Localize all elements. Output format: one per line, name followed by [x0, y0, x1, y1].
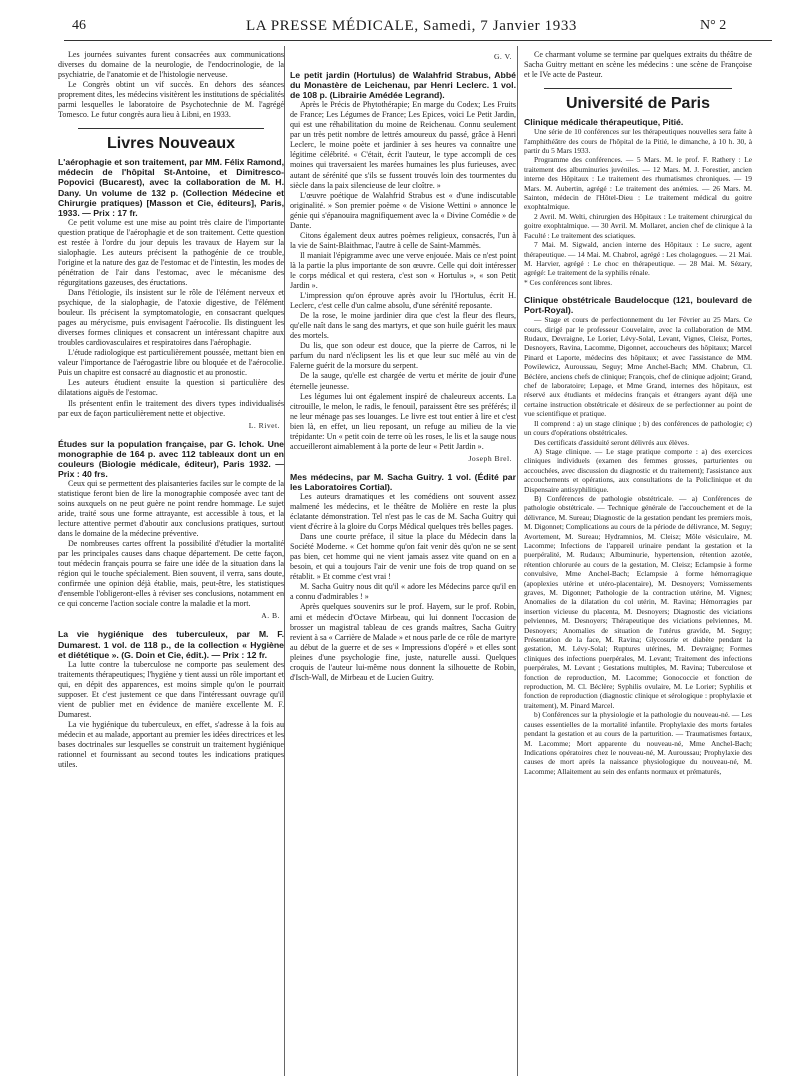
review-signature: G. V. — [493, 52, 512, 61]
paragraph: Ils présentent enfin le traitement des divers types individualisés par eux de façon particulièrement nette et objective. — [58, 398, 284, 418]
paragraph: A) Stage clinique. — Le stage pratique comporte : a) des exercices cliniques individuels (examen des femmes grosses, parturientes ou accouchées, avec discussion du diagnostic et du traitement); l'assistance aux accouchements et opérations, aux consultations de la Policlinique et du Dispensaire antisyphilitique. — [524, 446, 752, 494]
section-title-livres: Livres Nouveaux — [106, 135, 236, 153]
review-signature: Joseph Brel. — [468, 453, 512, 463]
paragraph: L'œuvre poétique de Walahfrid Strabus est « d'une indiscutable originalité. » Son premier poème « de Visione Wettini » annonce le génie qui s'épanouira magnifiquement avec la « Divine Comédie » de Dante. — [290, 190, 516, 230]
paragraph: Dans l'étiologie, ils insistent sur le rôle de l'élément nerveux et psychique, de la sialophagie, de l'atoxie digestive, de l'élément bouleur. Ils précisent la symptomatologie, en consacrant quelques pages au mérycisme, puis envisagent l'aérocolie. Ils distinguent les diverses formes cliniques et consacrent un intéressant chapitre aux troubles cardiovasculaires et respiratoires dans l'aérophagie. — [58, 287, 284, 348]
review-title: L'aérophagie et son traitement, par MM. Félix Ramond, médecin de l'hôpital St-Antoine, et Dimitresco-Popovici (Bucarest), avec la collaboration de M. H. Dany. Un volume de 132 p. (Collection Médecine et Chirurgie pratiques) [Masson et Cie, éditeurs], Paris, 1933. — Prix : 17 fr. — [58, 157, 284, 218]
column-middle — [290, 50, 516, 683]
page-header — [0, 18, 800, 40]
column-right — [524, 50, 752, 776]
review-signature: A. B. — [261, 611, 280, 621]
header-rule — [64, 40, 772, 41]
paragraph: 2 Avril. M. Welti, chirurgien des Hôpitaux : Le traitement chirurgical du goitre exophtalmique. — 30 Avril. M. Mollaret, ancien chef de clinique à la Faculté : Le traitement des sciatiques. — [524, 211, 752, 240]
paragraph: Une série de 10 conférences sur les thérapeutiques nouvelles sera faite à l'amphithéâtre des cours de l'hôpital de la Pitié, le dimanche, à 10 h. 30, à partir du 5 Mars 1933. — [524, 127, 752, 156]
paragraph: Programme des conférences. — 5 Mars. M. le prof. F. Rathery : Le traitement des albuminuries juvéniles. — 12 Mars. M. J. Forestier, ancien interne des Hôpitaux : Le traitement des rhumatismes chroniques. — 19 Mars. M. Aubertin, agrégé : Le traitement des anémies. — 26 Mars. M. Sainton, médecin de l'Hôtel-Dieu : Le traitement médical du goitre exophtalmique. — [524, 155, 752, 212]
paragraph: Ce petit volume est une mise au point très claire de l'importante question pratique de l'aérophagie et de son traitement. Cette question est restée à l'ordre du jour depuis les travaux de Hayem sur la sialophagie. Les auteurs précisent la pathogénie de ce trouble, l'origine et la nature des gaz de l'estomac et de l'intestin, les modes de pénétration de l'air dans l'estomac, avec le mécanisme des régurgitations gazeuses, des éructations. — [58, 217, 284, 287]
review-title: Mes médecins, par M. Sacha Guitry. 1 vol. (Édité par les Laboratoires Cortial). — [290, 471, 516, 492]
paragraph: — Stage et cours de perfectionnement du 1er Février au 25 Mars. Ce cours, dirigé par le professeur Couvelaire, avec la collaboration de MM. Rudaux, Devraigne, Le Lorier, Lévy-Solal, Levant, Vignes, Cleisz, Portes, Desnoyers, Ravina, Lacomme, Digonnet, accoucheurs des hôpitaux; Marcel Pinard et Laporte, médecins des hôpitaux; et avec l'assistance de MM. Powilewicz, Auroussau, Seguy; Mme Anchel-Bach; MM. Chabrun, Cl. Béclère, anciens chefs de clinique; François, chef de clinique adjoint; Grand, chef de laboratoire; Lepage, et Mme Grand, internes des hôpitaux, est réservé aux étudiants et médecins français et étrangers ayant déjà une certaine instruction obstétricale et désireux de se perfectionner au point de vue scientifique et pratique. — [524, 315, 752, 419]
column-divider — [517, 46, 518, 1076]
paragraph: Les auteurs étudient ensuite la question si particulière des dilatations aiguës de l'estomac. — [58, 378, 284, 398]
review-title: Études sur la population française, par G. Ichok. Une monographie de 164 p. avec 112 tableaux dont un en couleurs (Biologie médicale, éditeur), Paris 1932. — Prix : 40 frs. — [58, 438, 284, 479]
paragraph: Il maniait l'épigramme avec une verve enjouée. Mais ce n'est point là la partie la plus importante de son œuvre. Celle qui doit intéresser le corps médical et qui restera, c'est son « Hortulus », « son Petit Jardin ». — [290, 250, 516, 291]
paragraph: Ce charmant volume se termine par quelques extraits du théâtre de Sacha Guitry mettant en scène les médecins : une scène de Françoise et le IVe acte de Pasteur. — [524, 50, 752, 80]
column-divider — [284, 46, 285, 1076]
paragraph: Les légumes lui ont également inspiré de chaleureux accents. La citrouille, le melon, le radis, le fenouil, paraissent être ses préférés; il ne leur ménage pas ses louanges. Le livre est tout entier à lire et c'est bien là, en effet, un lieu reposant, un refuge au milieu de la vie trépidante: Un « petit coin de terre où les roses, le lis et la sauge nous accueilleront aimablement à la porte de leur « Petit Jardin ». — [290, 391, 516, 451]
paragraph: La lutte contre la tuberculose ne comporte pas seulement des traitements thérapeutiques; l'hygiène y tient aussi un rôle important et qui, en dépit des apparences, est moins simple qu'on le pourrait supposer. Et c'est justement ce que dans l'intéressant ouvrage qu'il vient de publier met en évidence de manière excellente M. F. Dumarest. — [58, 659, 284, 719]
running-title: LA PRESSE MÉDICALE, Samedi, 7 Janvier 1933 — [246, 18, 578, 34]
review-signature: L. Rivet. — [248, 420, 280, 430]
review-title: Le petit jardin (Hortulus) de Walahfrid Strabus, Abbé du Monastère de Leichenau, par Henri Leclerc. 1 vol. de 108 p. (Librairie Amédée Legrand). — [290, 70, 516, 101]
paragraph: La vie hygiénique du tuberculeux, en effet, s'adresse à la fois au médecin et au malade, apportant au premier les idées directrices et les bases doctrinales sur lesquelles se construit un traitement hygiénique rationnel et fournissant au second toutes les indications pratiques utiles. — [58, 719, 284, 770]
paragraph: Le Congrès obtint un vif succès. En dehors des séances proprement dites, les médecins visitèrent les institutions de spécialités parmi lesquelles le laboratoire de Psychotechnie de M. l'agrégé Tomesco. Le futur congrès aura lieu à Libni, en 1933. — [58, 80, 284, 120]
paragraph: Des certificats d'assiduité seront délivrés aux élèves. — [534, 437, 690, 447]
paragraph: b) Conférences sur la physiologie et la pathologie du nouveau-né. — Les causes essentielles de la mortalité infantile. Prophylaxie des morts fœtales pendant la gestation et au cours de la parturition. — Traumatismes fœtaux, M. Lacomme; Mort apparente du nouveau-né, Mme Anchel-Bach; Indications opératoires chez le nouveau-né, M. Auroussau; Prophylaxie des causes de mort après la naissance physiologique du nouveau-né, M. Lacomme; Allaitement au sein des enfants normaux et prématurés, — [524, 710, 752, 776]
clinic-title: Clinique médicale thérapeutique, Pitié. — [524, 117, 684, 128]
paragraph: L'étude radiologique est particulièrement poussée, mettant bien en valeur l'importance de l'aérogastrie libre ou bloquée et de l'aérocolie. Puis un chapitre est consacré au diagnostic et au pronostic. — [58, 348, 284, 378]
paragraph: Après le Précis de Phytothérapie; En marge du Codex; Les Fruits de France; Les Légumes de France; Les Epices, voici Le Petit Jardin, qui est une réhabilitation du moine de Reichenau. Connu seulement par un très petit nombre de lettrés amoureux du passé, grâce à Henri Leclerc, le moine poète et jardinier à ses heures va connaître une légitime célébrité. « C'était, écrit l'auteur, le type accompli de ces moines qui traversaient les marées humaines les plus furieuses, avec autant de sérénité que s'ils se fussent trouvés loin des tourmentes du siècle dans la paix silencieuse de leur cloître. » — [290, 100, 516, 190]
clinic-title: Clinique obstétricale Baudelocque (121, boulevard de Port-Royal). — [524, 295, 752, 316]
section-rule — [78, 128, 264, 129]
paragraph: Dans une courte préface, il situe la place du Médecin dans la Société Moderne. « Cet homme qu'on fait venir dès qu'on ne se sent pas bien, cet homme qui ne vient jamais assez vite quand on en a besoin, et qui a toujours l'air de venir une fois de trop quand on se rétablit. » Et comme c'est vrai ! — [290, 532, 516, 582]
paragraph: Il comprend : a) un stage clinique ; b) des conférences de pathologie; c) un cours d'opérations obstétricales. — [524, 418, 752, 438]
paragraph: Après quelques souvenirs sur le prof. Hayem, sur le prof. Robin, ami et médecin d'Octave Mirbeau, qui lui donnent l'occasion de brosser un magistral tableau de ces grands maîtres, Sacha Guitry revient à sa « Carrière de Malade » et nous parle de ce rôle de martyre au début de la guerre et de ses « Impressions d'opéré » et elles sont pleines d'une psychologie fine, juste, naturelle aussi. Quelques croquis de l'auteur lui-même nous donnent la silhouette de Robin, d'Isch-Wall, de Mirbeau et de Lucien Guitry. — [290, 602, 516, 682]
paragraph: Ceux qui se permettent des plaisanteries faciles sur le compte de la statistique feront bien de lire la monographie composée avec tant de soins auxquels on ne peut guère ne point rendre hommage. Le sujet aride, traité sous une forme attrayante, est accessible à tous, et la lecture attentive permet d'aboutir aux conclusions pratiques, surtout dans le domaine de la médecine préventive. — [58, 478, 284, 539]
paragraph: De la sauge, qu'elle est chargée de vertu et mérite de jouir d'une éternelle jeunesse. — [290, 371, 516, 391]
paragraph: Les auteurs dramatiques et les comédiens ont souvent assez malmené les médecins, et le théâtre de Molière en reste la plus éclatante démonstration. Tel n'est pas le cas de M. Sacha Guitry qui vient d'écrire à la gloire du Corps Médical quelques très belles pages. — [290, 491, 516, 532]
section-title-universite: Université de Paris — [565, 95, 711, 113]
issue-number: N° 2 — [700, 18, 727, 33]
page-number: 46 — [72, 18, 86, 33]
paragraph: Citons également deux autres poèmes religieux, consacrés, l'un à la vie de Saint-Blaithmac, l'autre à celle de Saint-Mammès. — [290, 230, 516, 250]
paragraph: L'impression qu'on éprouve après avoir lu l'Hortulus, écrit H. Leclerc, c'est celle d'un calme absolu, d'une sérénité reposante. — [290, 291, 516, 311]
section-rule — [544, 88, 732, 89]
paragraph: De nombreuses cartes offrent la possibilité d'étudier la mortalité par les principales causes dans chaque département. De cette façon, tout médecin français pourra se faire une idée de la situation dans la région qui le touche spécialement. Bien souvent, il verra, sans doute, confirmée une opinion déjà établie, mais, peut-être, les statistiques d'ensemble l'obligeront-elles à réviser ses conclusions, notamment en ce qui concerne l'action sociale contre la maladie et la mort. — [58, 539, 284, 609]
paragraph: B) Conférences de pathologie obstétricale. — a) Conférences de pathologie obstétricale. — Technique générale de l'accouchement et de la délivrance, M. Sureau; Diagnostic de la gestation pendant les premiers mois, M. Digonnet; Complications au cours de la période de délivrance, M. Seguy; Avortement, M. Sureau; Hydramnios, M. Cleisz; Môle vésiculaire, M. Lacomme; Infections de l'appareil urinaire pendant la gestation et la puerpéralité, M. Rudaux; Albuminurie, hypertension, rétention azotée, rétention chlorurée au cours de la gestation, M. Cleisz; Eclampsie à forme convulsive, Mme Anchel-Bach; Eclampsie à forme hémorragique (apoplexies utérine et utéro-placentaire), M. Desnoyers; Vomissements graves, M. Digonnet; Pathologie de la contraction utérine, M. Vignes; Anomalies de la dilatation du col utérin, M. Ravina; Hémorragies par insertion vicieuse du placenta, M. Desnoyers; Diagnostic des viciations pelviennes, M. Desnoyers; Thérapeutique des viciations pelviennes, M. Desnoyers; Anomalies de situation de l'utérus gravide, M. Seguy; Présentation de la face, M. Ravina; Glycosurie et diabète pendant la gestation, M. Lévy-Solal; Ruptures utérines, M. Devraigne; Formes cliniques des infections puerpérales, M. Levant; Traitement des infections puerpérales, M. Levant ; Gestations multiples, M. Ravina; Tuberculose et fonction de reproduction, M. Lacomme; Gonococcie et fonction de reproduction, M. Cl. Béclère; Syphilis ovulaire, M. Le Lorier; Syphilis et fonction de reproduction (diagnostic clinique et sérologique : prophylaxie et traitement), M. Pinard Marcel. — [524, 493, 752, 710]
paragraph: 7 Mai. M. Sigwald, ancien interne des Hôpitaux : Le sucre, agent thérapeutique. — 14 Mai. M. Chabrol, agrégé : Les cholagogues. — 21 Mai. M. Harvier, agrégé : Le choc en thérapeutique. — 28 Mai. M. Sézary, agrégé: Le traitement de la syphilis rénale. — [524, 240, 752, 278]
review-title: La vie hygiénique des tuberculeux, par M. F. Dumarest. 1 vol. de 118 p., de la collection « Hygiène et diététique ». (G. Doin et Cie, édit.). — Prix : 12 fr. — [58, 629, 284, 660]
paragraph: M. Sacha Guitry nous dit qu'il « adore les Médecins parce qu'il en a connu d'admirables ! » — [290, 582, 516, 602]
note: * Ces conférences sont libres. — [524, 277, 613, 287]
column-left — [58, 50, 284, 770]
paragraph: De la rose, le moine jardinier dira que c'est la fleur des fleurs, qu'elle naît dans le sang des martyrs, et que son huile guérit les maux des mortels. — [290, 311, 516, 341]
paragraph: Du lis, que son odeur est douce, que la pierre de Carros, ni le parfum du nard n'éclipsent les lis et que leur suc mêlé au vin de Falerne guérit de la morsure du serpent. — [290, 341, 516, 371]
paragraph: Les journées suivantes furent consacrées aux communications diverses du domaine de la neurologie, de l'endocrinologie, de la psychiatrie, de l'anatomie et de l'histologie nerveuse. — [58, 50, 284, 80]
